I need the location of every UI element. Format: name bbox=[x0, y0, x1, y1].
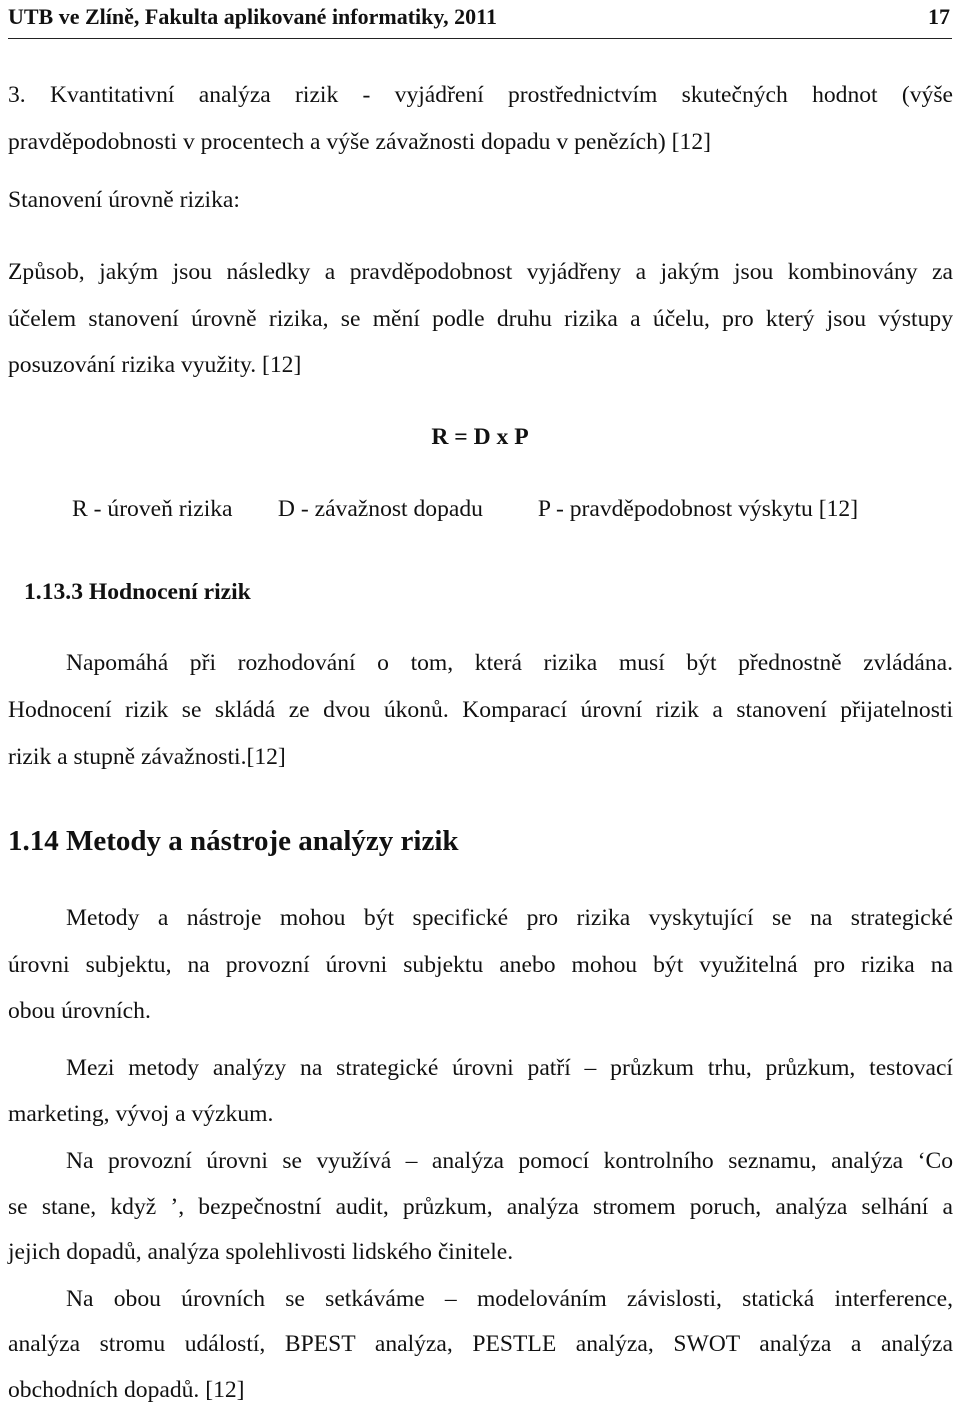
p1-line3: obou úrovních. bbox=[8, 998, 151, 1024]
item3-line2: pravděpodobnosti v procentech a výše závažnosti dopadu v penězích) [12] bbox=[8, 129, 711, 155]
legend-r: R - úroveň rizika bbox=[72, 496, 233, 522]
section-1-13-3-line1: Napomáhá při rozhodování o tom, která rizika musí být přednostně zvládána. bbox=[66, 650, 953, 676]
page-header bbox=[8, 0, 952, 39]
p2-line2: marketing, vývoj a výzkum. bbox=[8, 1101, 274, 1127]
risk-level-line2: účelem stanovení úrovně rizika, se mění podle druhu rizika a účelu, pro který jsou výstupy bbox=[8, 306, 953, 332]
p2-line1: Mezi metody analýzy na strategické úrovni patří – průzkum trhu, průzkum, testovací bbox=[66, 1055, 953, 1081]
page-number: 17 bbox=[928, 4, 950, 29]
section-1-13-3-heading: 1.13.3 Hodnocení rizik bbox=[24, 579, 251, 605]
section-1-13-3-line2: Hodnocení rizik se skládá ze dvou úkonů. Komparací úrovní rizik a stanovení přijatelnosti bbox=[8, 697, 953, 723]
section-1-13-3-line3: rizik a stupně závažnosti.[12] bbox=[8, 744, 286, 770]
header-title: UTB ve Zlíně, Fakulta aplikované informatiky, 2011 bbox=[8, 4, 497, 29]
legend-d: D - závažnost dopadu bbox=[277, 496, 483, 522]
p3-line2: se stane, když ’, bezpečnostní audit, průzkum, analýza stromem poruch, analýza selhání a bbox=[8, 1194, 953, 1220]
p4-line2: analýza stromu událostí, BPEST analýza, PESTLE analýza, SWOT analýza a analýza bbox=[8, 1331, 953, 1357]
legend-p: P - pravděpodobnost výskytu [12] bbox=[537, 496, 859, 522]
p1-line2: úrovni subjektu, na provozní úrovni subjektu anebo mohou být využitelná pro rizika na bbox=[8, 952, 953, 978]
p1-line1: Metody a nástroje mohou být specifické pro rizika vyskytující se na strategické bbox=[66, 905, 953, 931]
section-1-14-heading: 1.14 Metody a nástroje analýzy rizik bbox=[8, 825, 459, 857]
p4-line1: Na obou úrovních se setkáváme – modelováním závislosti, statická interference, bbox=[66, 1286, 953, 1312]
risk-formula: R = D x P bbox=[431, 424, 529, 450]
p3-line3: jejich dopadů, analýza spolehlivosti lidského činitele. bbox=[8, 1239, 514, 1265]
formula-legend bbox=[72, 494, 952, 524]
p3-line1: Na provozní úrovni se využívá – analýza pomocí kontrolního seznamu, analýza ‘Co bbox=[66, 1148, 953, 1174]
item3-line1: 3. Kvantitativní analýza rizik - vyjádření prostřednictvím skutečných hodnot (výše bbox=[8, 82, 953, 108]
risk-level-line1: Způsob, jakým jsou následky a pravděpodobnost vyjádřeny a jakým jsou kombinovány za bbox=[8, 259, 953, 285]
p4-line3: obchodních dopadů. [12] bbox=[8, 1377, 245, 1403]
risk-level-line3: posuzování rizika využity. [12] bbox=[8, 352, 302, 378]
risk-level-label: Stanovení úrovně rizika: bbox=[8, 187, 240, 213]
